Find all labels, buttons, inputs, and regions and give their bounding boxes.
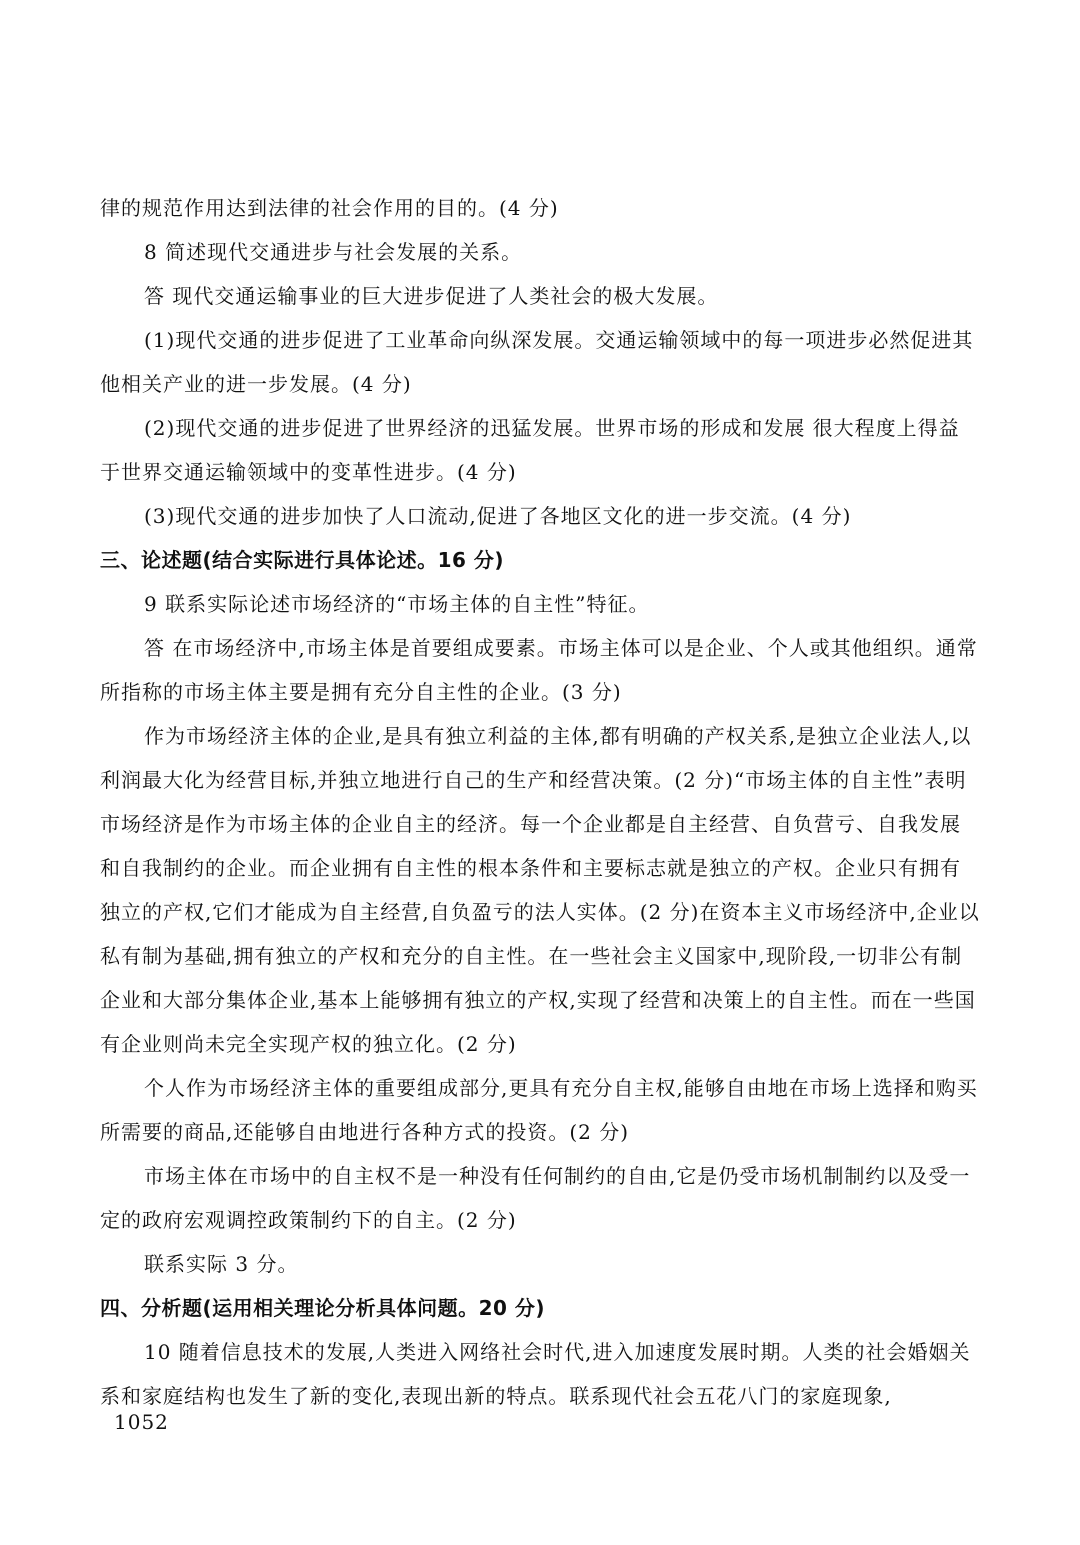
question-10: 10 随着信息技术的发展,人类进入网络社会时代,进入加速度发展时期。人类的社会婚姻关系和家庭结构也发生了新的变化,表现出新的特点。联系现代社会五花八门的家庭现象,: [100, 1340, 971, 1408]
paragraph-continuation: 律的规范作用达到法律的社会作用的目的。(4 分): [100, 196, 559, 220]
answer-8-point-1: (1)现代交通的进步促进了工业革命向纵深发展。交通运输领域中的每一项进步必然促进其他相关产业的进一步发展。(4 分): [100, 328, 974, 396]
answer-9-practice: 联系实际 3 分。: [144, 1252, 299, 1276]
question-9: 9 联系实际论述市场经济的“市场主体的自主性”特征。: [144, 592, 650, 616]
answer-8-point-3: (3)现代交通的进步加快了人口流动,促进了各地区文化的进一步交流。(4 分): [144, 504, 852, 528]
answer-9-individual: 个人作为市场经济主体的重要组成部分,更具有充分自主权,能够自由地在市场上选择和购买所需要的商品,还能够自由地进行各种方式的投资。(2 分): [100, 1076, 978, 1144]
section-heading-4: 四、分析题(运用相关理论分析具体问题。20 分): [100, 1296, 546, 1320]
page-number: 1052: [114, 1410, 169, 1434]
answer-9-intro: 答 在市场经济中,市场主体是首要组成要素。市场主体可以是企业、个人或其他组织。通常所指称的市场主体主要是拥有充分自主性的企业。(3 分): [100, 636, 978, 704]
answer-9-enterprise: 作为市场经济主体的企业,是具有独立利益的主体,都有明确的产权关系,是独立企业法人,以利润最大化为经营目标,并独立地进行自己的生产和经营决策。(2 分)“市场主体的自主性”表明市场经济是作为市场主体的企业自主的经济。每一个企业都是自主经营、自负营亏、自我发展和自我制约的企业。而企业拥有自主性的根本条件和主要标志就是独立的产权。企业只有拥有独立的产权,它们才能成为自主经营,自负盈亏的法人实体。(2 分)在资本主义市场经济中,企业以私有制为基础,拥有独立的产权和充分的自主性。在一些社会主义国家中,现阶段,一切非公有制企业和大部分集体企业,基本上能够拥有独立的产权,实现了经营和决策上的自主性。而在一些国有企业则尚未完全实现产权的独立化。(2 分): [100, 724, 980, 1056]
question-8: 8 简述现代交通进步与社会发展的关系。: [144, 240, 523, 264]
answer-8-point-2: (2)现代交通的进步促进了世界经济的迅猛发展。世界市场的形成和发展 很大程度上得益于世界交通运输领域中的变革性进步。(4 分): [100, 416, 960, 484]
answer-8-intro: 答 现代交通运输事业的巨大进步促进了人类社会的极大发展。: [144, 284, 719, 308]
answer-9-limits: 市场主体在市场中的自主权不是一种没有任何制约的自由,它是仍受市场机制制约以及受一定的政府宏观调控政策制约下的自主。(2 分): [100, 1164, 971, 1232]
section-heading-3: 三、论述题(结合实际进行具体论述。16 分): [100, 548, 505, 572]
